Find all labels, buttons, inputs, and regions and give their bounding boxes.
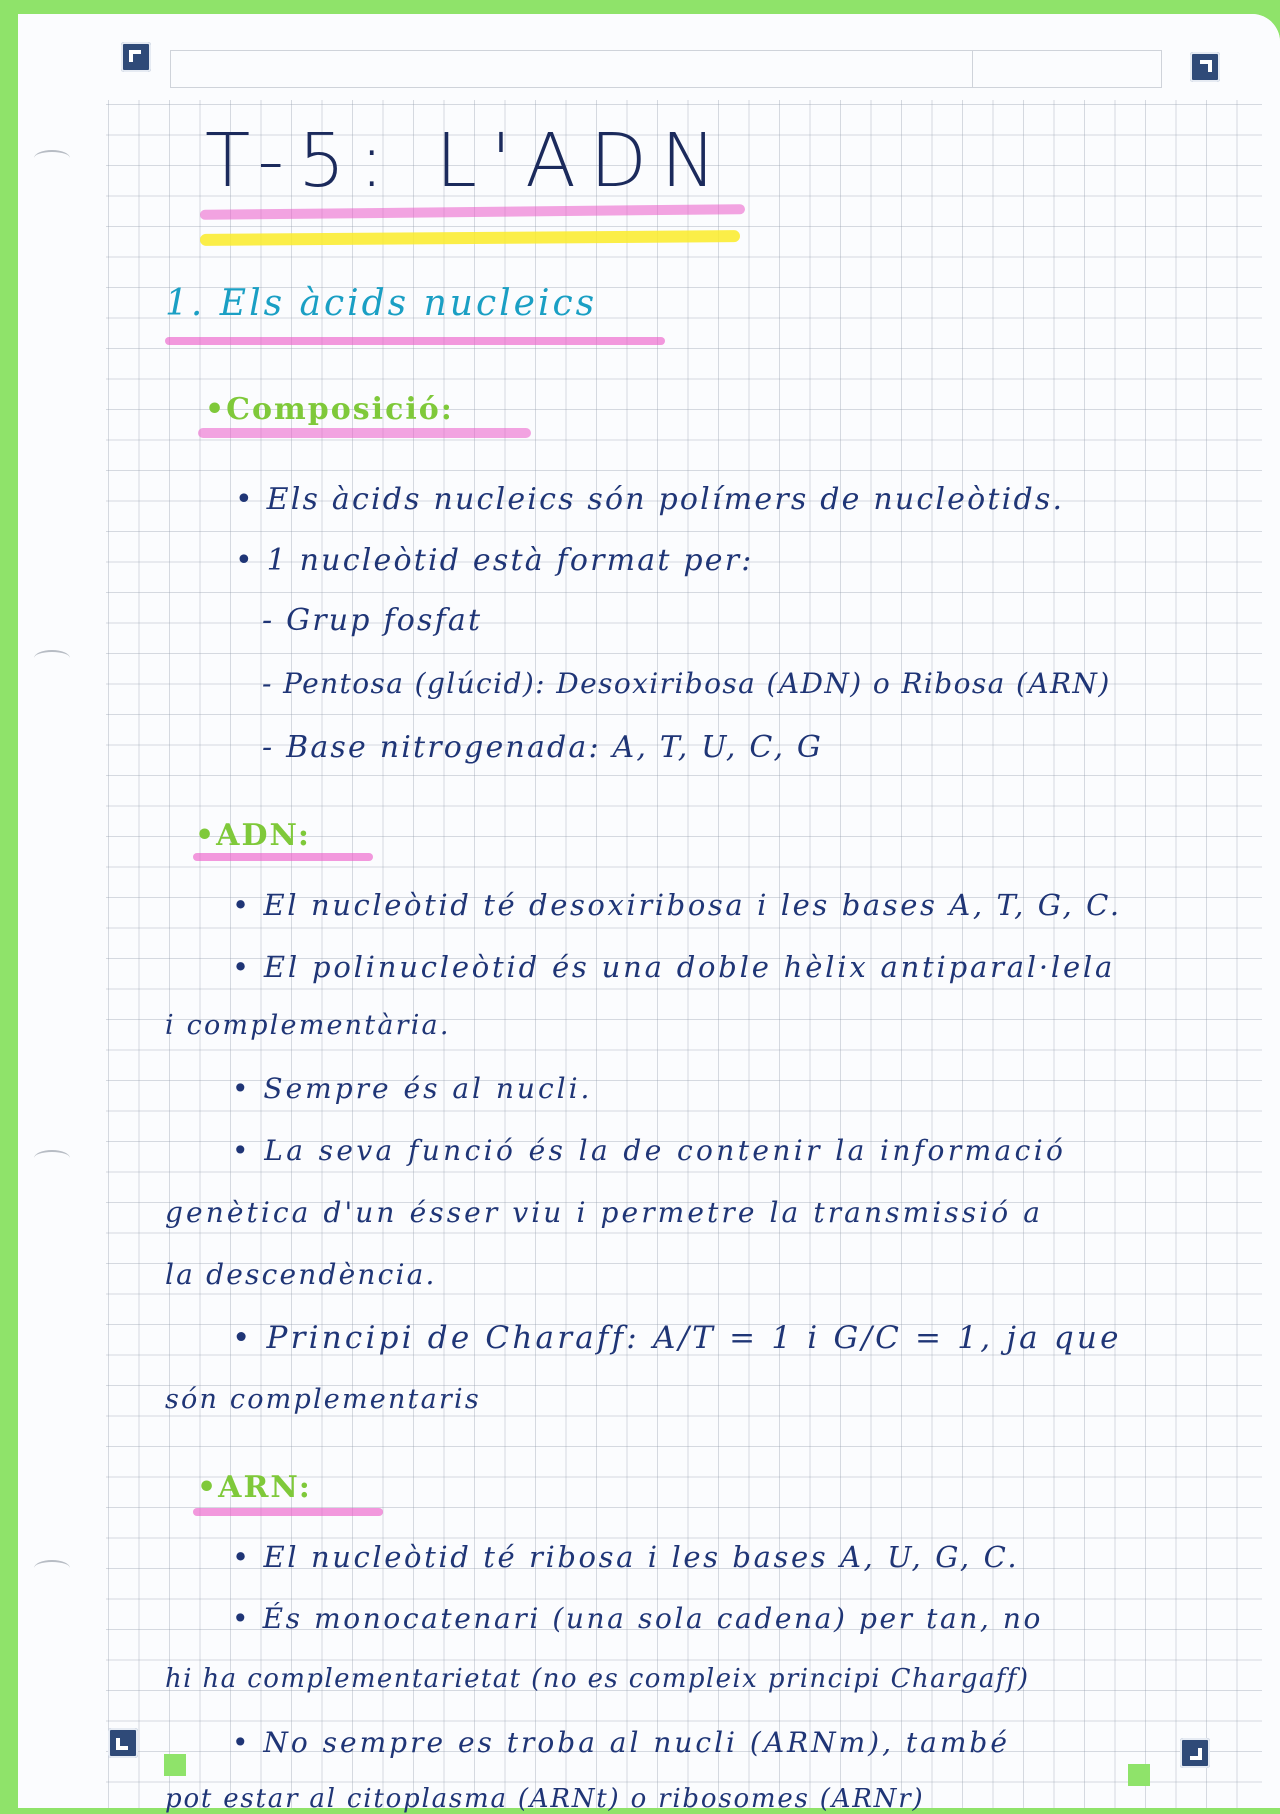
subheading-arn: •ARN: bbox=[197, 1470, 312, 1505]
adn-line: • Principi de Charaff: A/T = 1 i G/C = 1, ja que bbox=[232, 1320, 1122, 1356]
adn-line: i complementària. bbox=[165, 1010, 451, 1041]
arn-line: • El nucleòtid té ribosa i les bases A, U, G, C. bbox=[232, 1540, 1020, 1574]
header-date-box bbox=[170, 50, 1162, 88]
arn-line: pot estar al citoplasma (ARNt) o ribosomes (ARNr) bbox=[165, 1784, 925, 1814]
page-title: T-5: L'ADN bbox=[205, 118, 731, 204]
corner-green-square bbox=[1128, 1764, 1150, 1786]
composicio-line: - Grup fosfat bbox=[262, 603, 483, 638]
adn-line: genètica d'un ésser viu i permetre la transmissió a bbox=[165, 1196, 1044, 1229]
corner-green-square bbox=[164, 1754, 186, 1776]
page-margin-right bbox=[1262, 100, 1280, 1808]
subheading-highlight bbox=[193, 1508, 383, 1516]
arn-line: • És monocatenari (una sola cadena) per tan, no bbox=[232, 1602, 1044, 1635]
binder-hole-mark bbox=[34, 150, 70, 166]
composicio-line: - Base nitrogenada: A, T, U, C, G bbox=[262, 730, 824, 765]
subheading-composicio: •Composició: bbox=[205, 392, 454, 427]
subheading-adn: •ADN: bbox=[195, 818, 311, 853]
subheading-highlight bbox=[193, 853, 373, 861]
corner-marker-icon bbox=[108, 1728, 138, 1758]
corner-marker-icon bbox=[1180, 1738, 1210, 1768]
adn-line: • Sempre és al nucli. bbox=[232, 1072, 593, 1105]
adn-line: • El polinucleòtid és una doble hèlix antiparal·lela bbox=[232, 950, 1116, 984]
section-heading-highlight bbox=[165, 337, 665, 345]
binder-hole-mark bbox=[34, 650, 70, 666]
adn-line: • La seva funció és la de contenir la informació bbox=[232, 1134, 1067, 1167]
adn-line: la descendència. bbox=[165, 1258, 437, 1291]
header-divider bbox=[972, 50, 973, 88]
composicio-line: • Els àcids nucleics són polímers de nucleòtids. bbox=[235, 482, 1065, 517]
binder-hole-mark bbox=[34, 1150, 70, 1166]
page-margin-left bbox=[18, 14, 106, 1808]
adn-line: • El nucleòtid té desoxiribosa i les bases A, T, G, C. bbox=[232, 888, 1122, 922]
subheading-highlight bbox=[198, 428, 531, 438]
arn-line: • No sempre es troba al nucli (ARNm), també bbox=[232, 1726, 1010, 1759]
section-heading: 1. Els àcids nucleics bbox=[165, 283, 598, 324]
corner-marker-icon bbox=[121, 42, 151, 72]
corner-marker-icon bbox=[1190, 52, 1220, 82]
arn-line: hi ha complementarietat (no es compleix principi Chargaff) bbox=[165, 1664, 1030, 1694]
binder-hole-mark bbox=[34, 1560, 70, 1576]
adn-line: són complementaris bbox=[165, 1384, 481, 1415]
composicio-line: • 1 nucleòtid està format per: bbox=[235, 543, 754, 578]
composicio-line: - Pentosa (glúcid): Desoxiribosa (ADN) o Ribosa (ARN) bbox=[262, 667, 1111, 700]
